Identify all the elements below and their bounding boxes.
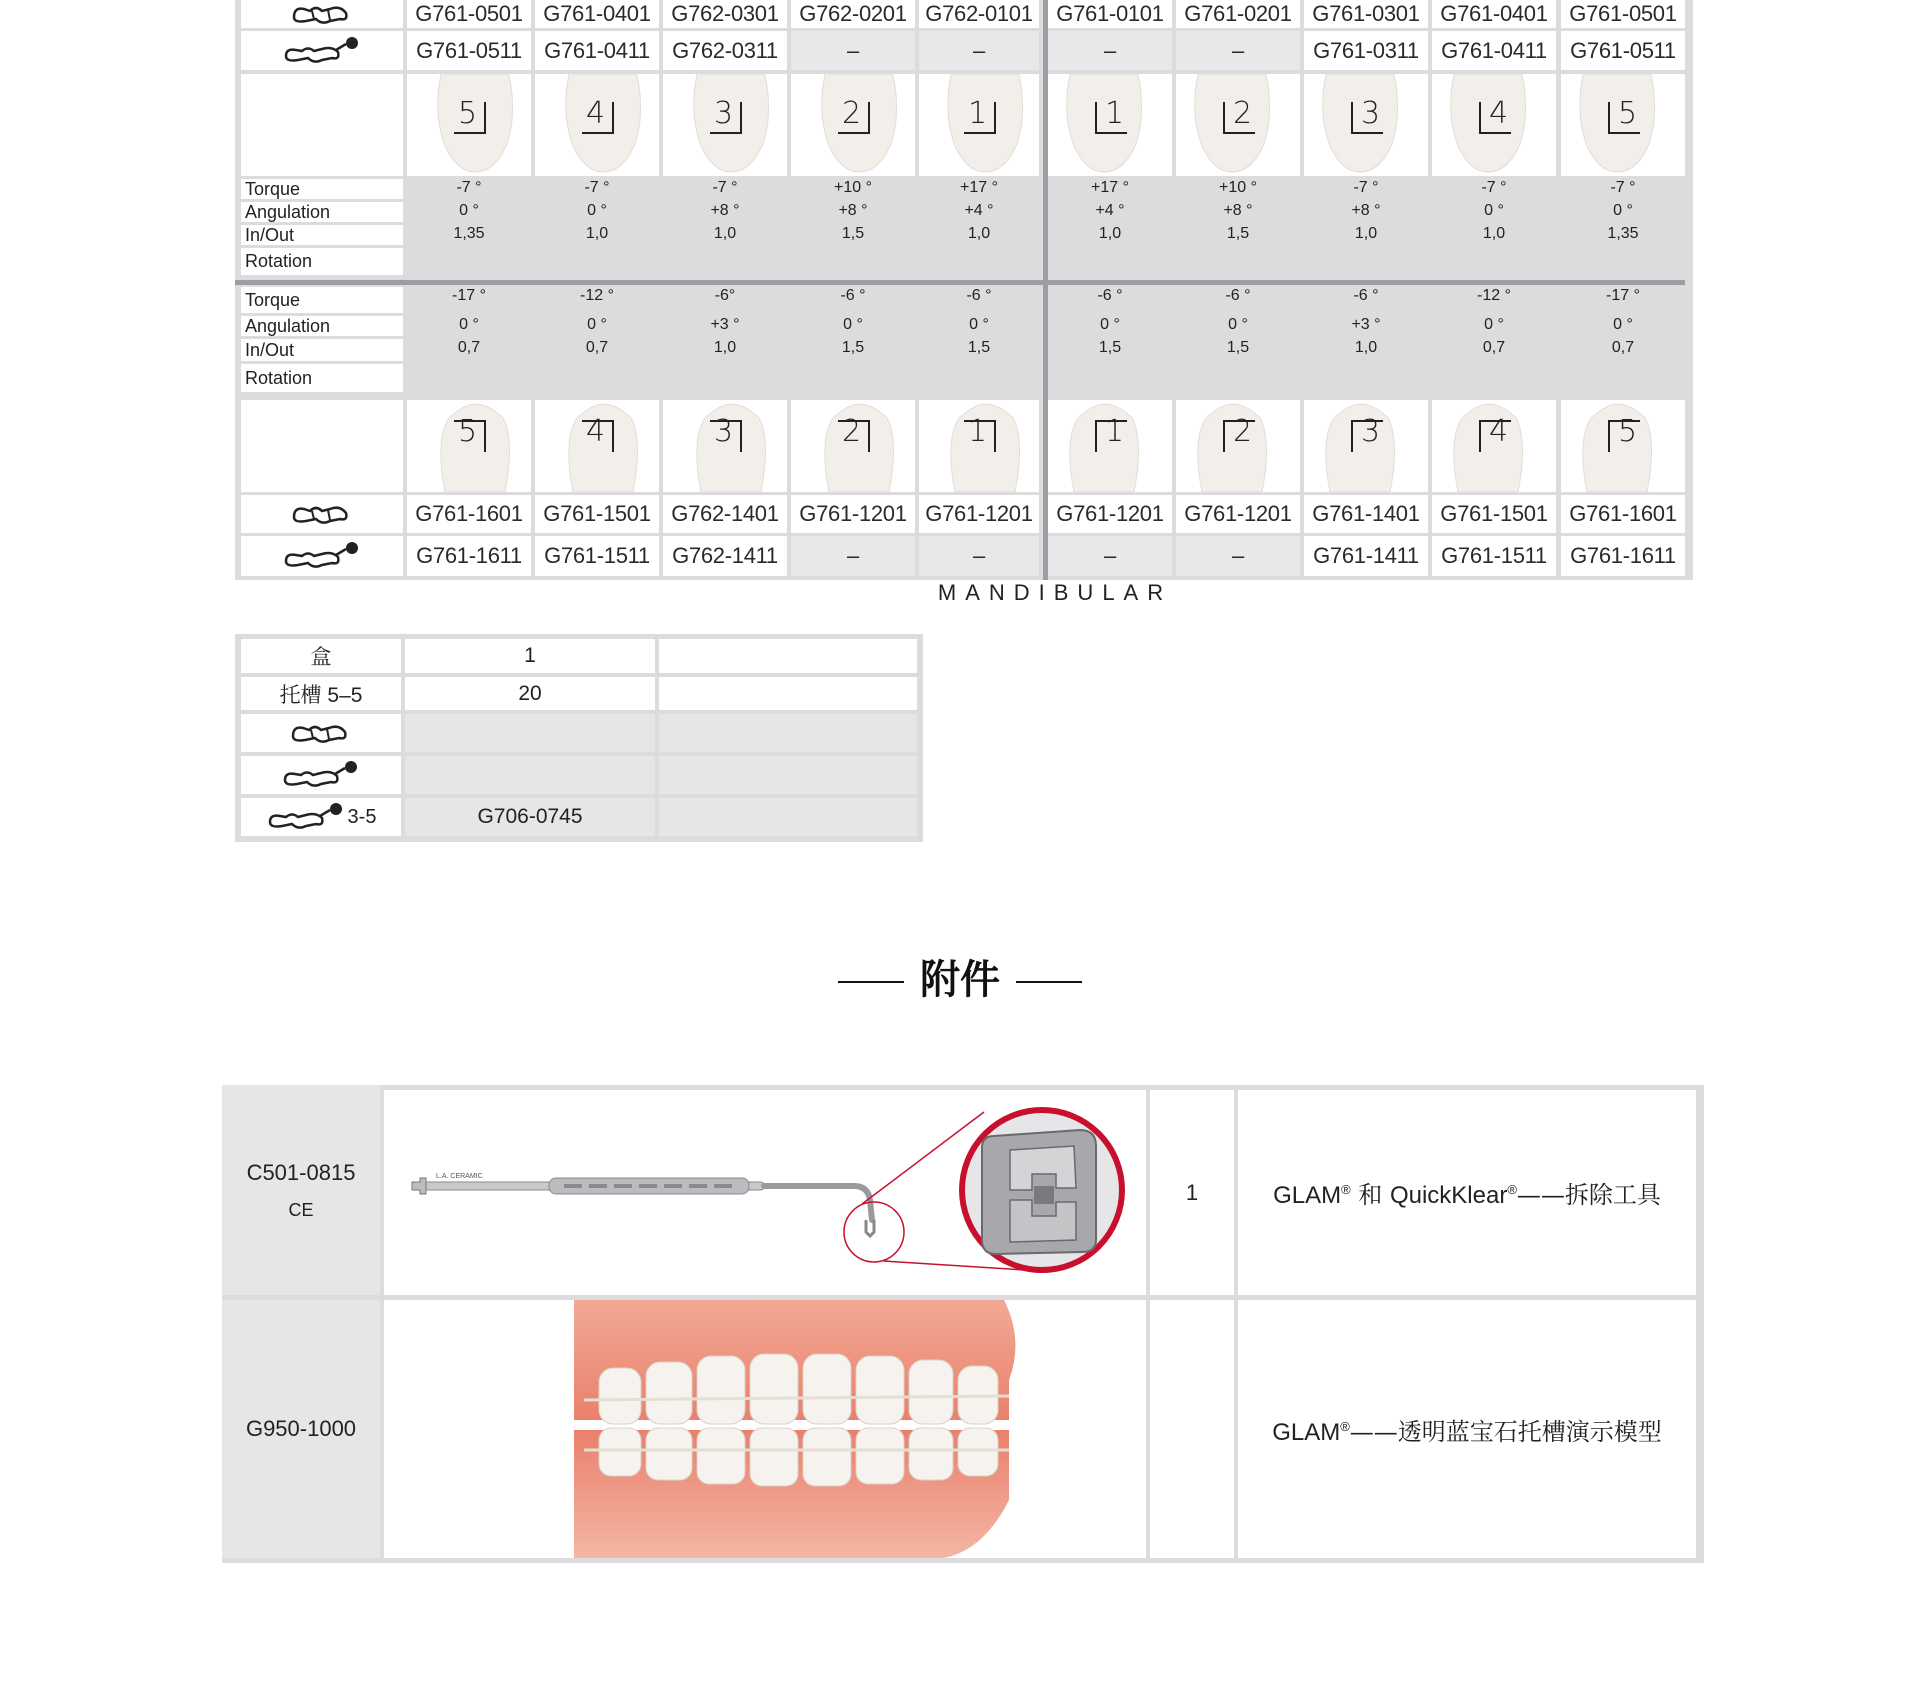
tooth-number: 5	[1618, 414, 1638, 449]
torque-value: -6 °	[1097, 287, 1123, 304]
acc1-code: C501-0815	[246, 1159, 356, 1185]
torque-value: -6°	[714, 287, 736, 304]
rotation-value	[1048, 248, 1172, 275]
twin-bracket-icon	[290, 1, 354, 27]
removal-tool-image	[384, 1090, 1146, 1295]
inout-value: 1,5	[841, 225, 865, 242]
product-code: G761-1511	[1432, 536, 1556, 576]
midline-divider	[1043, 0, 1048, 580]
acc2-code-cell	[222, 1300, 380, 1558]
acc2-desc-cell	[1238, 1300, 1696, 1558]
product-code: –	[791, 31, 915, 70]
row-icon-cell	[241, 31, 403, 70]
twin-bracket-icon	[290, 501, 354, 527]
acc2-qty	[1150, 1300, 1234, 1558]
tooth-number: 2	[1233, 414, 1253, 449]
acc2-code: G950-1000	[245, 1416, 357, 1441]
tooth-number: 4	[586, 96, 606, 131]
rotation-value	[407, 364, 531, 392]
acc1-desc-cell	[1238, 1090, 1696, 1295]
tooth-cell	[1048, 74, 1172, 176]
tooth-cell	[791, 74, 915, 176]
inout-value: 1,0	[585, 225, 609, 242]
tooth-number: 2	[842, 414, 862, 449]
tooth-cell	[1432, 74, 1556, 176]
angulation-value: +4 °	[964, 202, 994, 219]
acc1-desc	[1273, 1175, 1661, 1210]
rotation-value	[663, 364, 787, 392]
inout-value: 0,7	[1611, 339, 1635, 356]
rotation-value	[1048, 364, 1172, 392]
lower-teeth-row	[235, 400, 1693, 492]
angulation-value: +8 °	[710, 202, 740, 219]
jaw-divider	[235, 280, 1685, 285]
mandibular-label: MANDIBULAR	[937, 580, 1173, 605]
product-code: G761-0511	[407, 31, 531, 70]
product-code: –	[1176, 31, 1300, 70]
product-code: G761-0301	[1304, 0, 1428, 28]
tooth-number: 3	[1361, 96, 1381, 131]
inout-value: 1,35	[453, 225, 485, 242]
product-code: G761-1501	[535, 495, 659, 533]
lower-hook-codes-row	[235, 536, 1693, 576]
tooth-cell	[1304, 74, 1428, 176]
product-code: G761-1511	[535, 536, 659, 576]
upper-teeth-row	[235, 74, 1693, 176]
torque-value: -7 °	[456, 179, 482, 196]
acc1-desc-text: ——拆除工具	[1516, 1181, 1661, 1209]
tooth-label-cell	[241, 400, 403, 492]
torque-value: -17 °	[452, 287, 486, 304]
angulation-value: 0 °	[1484, 202, 1504, 219]
acc1-code-cell	[222, 1085, 380, 1295]
tooth-cell	[407, 400, 531, 492]
torque-value: -6 °	[1353, 287, 1379, 304]
rotation-value	[1176, 364, 1300, 392]
accessories-title	[0, 948, 1920, 1005]
acc2-reg: ®	[1340, 1418, 1350, 1434]
acc2-desc	[1272, 1412, 1662, 1447]
upper-hook-codes-row	[235, 31, 1693, 70]
angulation-value: 0 °	[1100, 316, 1120, 333]
tooth-number: 5	[458, 414, 478, 449]
tooth-cell	[1176, 400, 1300, 492]
product-code: G761-1201	[1048, 495, 1172, 533]
tooth-number: 4	[586, 414, 606, 449]
torque-value: -6 °	[966, 287, 992, 304]
acc1-image-cell	[384, 1090, 1146, 1295]
tooth-number: 1	[968, 414, 988, 449]
acc2-brand: GLAM	[1272, 1418, 1341, 1446]
angulation-value: +8 °	[1351, 202, 1381, 219]
torque-value: +10 °	[1219, 179, 1257, 196]
rotation-value	[407, 248, 531, 275]
upper-twin-codes-row	[235, 0, 1693, 28]
product-code: –	[1048, 31, 1172, 70]
tooth-number: 3	[714, 96, 734, 131]
inout-value: 1,5	[1226, 225, 1250, 242]
product-code: G761-0401	[1432, 0, 1556, 28]
tooth-number: 5	[458, 96, 478, 131]
product-code: –	[1048, 536, 1172, 576]
tooth-cell	[1561, 74, 1685, 176]
tooth-number: 1	[1105, 414, 1125, 449]
rotation-value	[791, 364, 915, 392]
rotation-value	[1304, 364, 1428, 392]
rotation-label: Rotation	[241, 248, 403, 275]
inout-value: 1,5	[967, 339, 991, 356]
product-code: G762-1411	[663, 536, 787, 576]
hook-empty	[659, 756, 917, 794]
accessories-title-text: 附件	[920, 956, 1000, 1003]
rotation-value	[663, 248, 787, 275]
tooth-number: 4	[1489, 414, 1509, 449]
hook-bracket-icon	[266, 802, 346, 832]
row-icon-cell	[241, 495, 403, 533]
product-code: G761-0411	[535, 31, 659, 70]
product-code: G761-1411	[1304, 536, 1428, 576]
rotation-value	[1432, 248, 1556, 275]
upper-values	[235, 179, 1693, 279]
acc2-desc-text: ——透明蓝宝石托槽演示模型	[1349, 1417, 1662, 1446]
rotation-value	[1176, 248, 1300, 275]
hook-bracket-icon	[281, 760, 361, 790]
brackets-label: 托槽 5–5	[241, 677, 401, 710]
rotation-value	[535, 248, 659, 275]
acc1-reg2: ®	[1507, 1182, 1517, 1197]
lower-twin-codes-row	[235, 495, 1693, 533]
hook-value	[405, 756, 655, 794]
tooth-number: 3	[714, 414, 734, 449]
inout-value: 0,7	[585, 339, 609, 356]
angulation-label: Angulation	[241, 316, 403, 336]
product-code: G762-0311	[663, 31, 787, 70]
rotation-value	[1304, 248, 1428, 275]
product-code: G762-0101	[919, 0, 1039, 28]
inout-value: 0,7	[457, 339, 481, 356]
rotation-value	[919, 248, 1039, 275]
row-icon-cell	[241, 0, 403, 28]
brackets-value: 20	[405, 677, 655, 710]
lower-values	[235, 287, 1693, 397]
torque-label: Torque	[241, 179, 403, 199]
ce-mark: CE	[288, 1199, 314, 1220]
torque-value: -12 °	[1477, 287, 1511, 304]
torque-value: -7 °	[1353, 179, 1379, 196]
tooth-cell	[1048, 400, 1172, 492]
torque-value: -7 °	[584, 179, 610, 196]
rotation-value	[1432, 364, 1556, 392]
product-code: G761-1201	[1176, 495, 1300, 533]
acc1-brand2: QuickKlear	[1389, 1182, 1508, 1209]
product-code: G762-0201	[791, 0, 915, 28]
tooth-cell	[535, 400, 659, 492]
torque-label: Torque	[241, 287, 403, 313]
torque-value: -6 °	[840, 287, 866, 304]
inout-value: 1,0	[1098, 225, 1122, 242]
box-table	[235, 634, 923, 842]
product-code: G761-0501	[1561, 0, 1685, 28]
inout-value: 0,7	[1482, 339, 1506, 356]
hook-35-value: G706-0745	[405, 798, 655, 836]
angulation-value: 0 °	[459, 202, 479, 219]
tooth-number: 1	[1105, 96, 1125, 131]
tooth-cell	[535, 74, 659, 176]
tooth-label-cell	[241, 74, 403, 176]
tooth-cell	[407, 74, 531, 176]
hook-35-empty	[659, 798, 917, 836]
torque-value: +17 °	[1091, 179, 1129, 196]
product-code: G761-1201	[791, 495, 915, 533]
angulation-value: +4 °	[1095, 202, 1125, 219]
demo-model-image	[384, 1300, 1146, 1558]
product-code: G761-1201	[919, 495, 1039, 533]
acc1-qty: 1	[1150, 1090, 1234, 1295]
torque-value: -17 °	[1606, 287, 1640, 304]
hook-bracket-icon	[282, 36, 362, 66]
product-code: G761-0311	[1304, 31, 1428, 70]
product-code: G761-1601	[407, 495, 531, 533]
product-code: –	[791, 536, 915, 576]
acc1-brand: GLAM	[1273, 1182, 1342, 1209]
product-code: –	[1176, 536, 1300, 576]
product-code: –	[919, 31, 1039, 70]
rotation-label: Rotation	[241, 364, 403, 392]
hook-icon-cell	[241, 756, 401, 794]
tooth-cell	[919, 74, 1039, 176]
angulation-value: 0 °	[587, 202, 607, 219]
angulation-label: Angulation	[241, 202, 403, 222]
product-code: G761-0411	[1432, 31, 1556, 70]
inout-value: 1,0	[967, 225, 991, 242]
angulation-value: +8 °	[838, 202, 868, 219]
torque-value: -7 °	[712, 179, 738, 196]
product-code: G762-0301	[663, 0, 787, 28]
twin-empty	[659, 714, 917, 752]
angulation-value: 0 °	[969, 316, 989, 333]
tooth-cell	[663, 400, 787, 492]
tooth-number: 2	[1233, 96, 1253, 131]
inout-label: In/Out	[241, 225, 403, 245]
torque-value: +10 °	[834, 179, 872, 196]
angulation-value: 0 °	[1484, 316, 1504, 333]
angulation-value: 0 °	[843, 316, 863, 333]
tooth-number: 4	[1489, 96, 1509, 131]
angulation-value: 0 °	[1228, 316, 1248, 333]
angulation-value: 0 °	[459, 316, 479, 333]
product-code: –	[919, 536, 1039, 576]
torque-value: -12 °	[580, 287, 614, 304]
title-dash-right	[1016, 981, 1082, 983]
inout-value: 1,5	[841, 339, 865, 356]
accessories-table	[222, 1085, 1704, 1563]
brackets-empty	[659, 677, 917, 710]
tooth-cell	[1561, 400, 1685, 492]
tooth-number: 3	[1361, 414, 1381, 449]
angulation-value: 0 °	[1613, 316, 1633, 333]
box-value: 1	[405, 639, 655, 673]
acc1-join: 和	[1350, 1181, 1390, 1209]
inout-value: 1,0	[1354, 225, 1378, 242]
tooth-cell	[663, 74, 787, 176]
twin-bracket-icon	[289, 720, 353, 746]
torque-value: -7 °	[1481, 179, 1507, 196]
rotation-value	[1561, 364, 1685, 392]
rotation-value	[919, 364, 1039, 392]
hook-35-suffix: 3-5	[347, 805, 377, 828]
product-code: G762-1401	[663, 495, 787, 533]
tooth-cell	[1176, 74, 1300, 176]
twin-icon-cell	[241, 714, 401, 752]
product-code: G761-1501	[1432, 495, 1556, 533]
inout-value: 1,5	[1098, 339, 1122, 356]
torque-value: +17 °	[960, 179, 998, 196]
acc1-reg: ®	[1341, 1182, 1351, 1197]
box-label: 盒	[241, 639, 401, 673]
rotation-value	[791, 248, 915, 275]
tooth-cell	[919, 400, 1039, 492]
angulation-value: 0 °	[1613, 202, 1633, 219]
inout-value: 1,35	[1607, 225, 1639, 242]
product-code: G761-1611	[1561, 536, 1685, 576]
row-icon-cell	[241, 536, 403, 576]
angulation-value: +8 °	[1223, 202, 1253, 219]
tooth-number: 1	[968, 96, 988, 131]
twin-value	[405, 714, 655, 752]
tooth-cell	[791, 400, 915, 492]
inout-value: 1,0	[713, 225, 737, 242]
torque-value: -6 °	[1225, 287, 1251, 304]
product-code: G761-0401	[535, 0, 659, 28]
tooth-cell	[1304, 400, 1428, 492]
product-code: G761-0101	[1048, 0, 1172, 28]
product-code: G761-0511	[1561, 31, 1685, 70]
title-dash-left	[838, 981, 904, 983]
box-empty	[659, 639, 917, 673]
product-code: G761-0501	[407, 0, 531, 28]
bracket-spec-table	[235, 0, 1693, 580]
tool-engraving: L.A. CERAMIC	[436, 1173, 483, 1180]
inout-value: 1,5	[1226, 339, 1250, 356]
tooth-cell	[1432, 400, 1556, 492]
inout-label: In/Out	[241, 339, 403, 361]
acc2-image-cell	[384, 1300, 1146, 1558]
product-code: G761-1401	[1304, 495, 1428, 533]
tooth-number: 2	[842, 96, 862, 131]
rotation-value	[535, 364, 659, 392]
product-code: G761-1601	[1561, 495, 1685, 533]
hook-bracket-icon	[282, 541, 362, 571]
hook-35-cell	[241, 798, 401, 836]
inout-value: 1,0	[1482, 225, 1506, 242]
angulation-value: 0 °	[587, 316, 607, 333]
product-code: G761-0201	[1176, 0, 1300, 28]
inout-value: 1,0	[713, 339, 737, 356]
product-code: G761-1611	[407, 536, 531, 576]
angulation-value: +3 °	[1351, 316, 1381, 333]
torque-value: -7 °	[1610, 179, 1636, 196]
tooth-number: 5	[1618, 96, 1638, 131]
inout-value: 1,0	[1354, 339, 1378, 356]
angulation-value: +3 °	[710, 316, 740, 333]
rotation-value	[1561, 248, 1685, 275]
